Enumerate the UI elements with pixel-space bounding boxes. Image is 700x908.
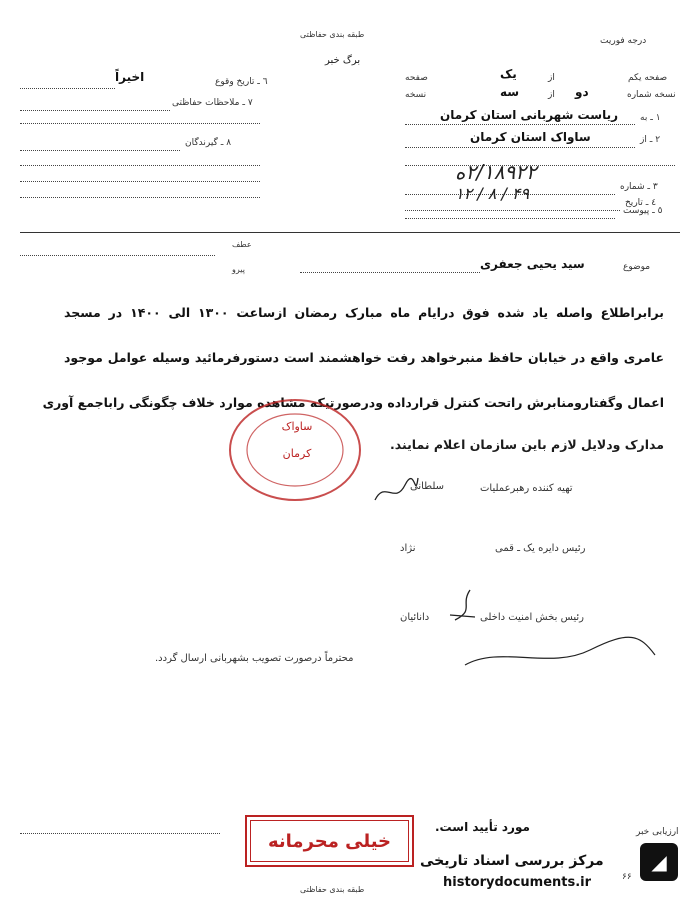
- follow-label: پیرو: [232, 265, 245, 274]
- attach-line: [20, 255, 215, 256]
- body-line-1: برابراطلاع واصله یاد شده فوق درایام ماه مبارک رمضان ازساعت ۱۳۰۰ الی ۱۴۰۰ در مسجد: [64, 305, 664, 320]
- body-line-3: اعمال وگفتارومنابرش راتحت کنترل قرارداده ودرصورتیکه مشاهده موارد خلاف چگونگی راباجمع آوری: [42, 395, 664, 410]
- sig3-label: رئیس بخش امنیت داخلی: [480, 612, 584, 623]
- classification-bottom: طبقه بندی حفاظتی: [300, 885, 365, 894]
- watermark-url: historydocuments.ir: [443, 875, 592, 890]
- round-seal: [225, 395, 365, 505]
- sig2-name: نژاد: [400, 543, 416, 554]
- item6-value: اخیراً: [115, 70, 145, 84]
- item1-line: [405, 124, 635, 125]
- item8-label: ٨ ـ گیرندگان: [185, 138, 232, 148]
- item5-line: [405, 218, 615, 219]
- copy-value: دو: [575, 85, 589, 99]
- sig1-label: تهیه کننده رهبرعملیات: [480, 483, 573, 494]
- copy-unit: نسخه: [405, 90, 427, 100]
- attach-label: عطف: [232, 240, 252, 249]
- item2-line: [405, 147, 635, 148]
- form-title: برگ خبر: [325, 55, 361, 66]
- copy-total: سه: [500, 85, 520, 99]
- header-separator: [20, 232, 680, 233]
- item4-label: ٤ ـ تاریخ: [625, 198, 657, 208]
- red-classification-text: خیلی محرمانه: [250, 820, 409, 862]
- eval-line: [20, 833, 220, 834]
- left-blank-line-3: [20, 181, 260, 182]
- sig3-scribble: [440, 585, 480, 625]
- subject-value: سید یحیی جعفری: [480, 257, 585, 271]
- item3-label: ٣ ـ شماره: [620, 182, 658, 192]
- sig2-label: رئیس دایره یک ـ قمی: [495, 543, 586, 554]
- form-code: ۶۶: [622, 872, 632, 882]
- page-value: یک: [500, 67, 517, 81]
- classification-top: طبقه بندی حفاظتی: [300, 30, 365, 39]
- copy-label: نسخه شماره: [627, 90, 676, 100]
- forward-note: محترماً درصورت تصویب بشهربانی ارسال گردد.: [155, 653, 354, 664]
- seal-text-mid: کرمان: [282, 447, 312, 460]
- approved-text: مورد تأیید است.: [435, 820, 530, 834]
- item4-line: [405, 210, 620, 211]
- page-of: از: [548, 73, 555, 83]
- item8-line: [20, 150, 180, 151]
- eval-label: ارزیابی خبر: [636, 827, 679, 837]
- red-classification-stamp: [245, 815, 414, 867]
- item5-label: ٥ ـ پیوست: [623, 206, 663, 216]
- item4-value: ۱۲ / ۸ / ۴۹: [455, 184, 530, 203]
- page-label: صفحه یکم: [628, 73, 668, 83]
- seal-text-top: ساواک: [281, 420, 313, 433]
- note-scribble: [460, 625, 660, 675]
- sig3-name: دانائیان: [400, 612, 430, 623]
- item2-value: ساواک استان کرمان: [470, 130, 591, 144]
- body-line-4: مدارک ودلایل لازم باین سازمان اعلام نمایند.: [390, 437, 664, 452]
- page-unit: صفحه: [405, 73, 428, 83]
- item7-label: ٧ ـ ملاحظات حفاظتی: [172, 98, 253, 108]
- item2-label: ٢ ـ از: [640, 135, 661, 145]
- item1-label: ١ ـ به: [640, 113, 661, 123]
- right-blank-line: [405, 165, 675, 166]
- left-blank-line-4: [20, 197, 260, 198]
- item6-label: ٦ ـ تاریخ وقوع: [215, 77, 268, 87]
- subject-line: [300, 272, 480, 273]
- subject-label: موضوع: [623, 262, 651, 272]
- sig1-scribble: [370, 470, 420, 510]
- left-blank-line-2: [20, 165, 260, 166]
- left-blank-line: [20, 123, 260, 124]
- copy-of: از: [548, 90, 555, 100]
- item3-value: ۲/۱۸۹۲۲ه: [455, 160, 537, 184]
- watermark-text: مرکز بررسی اسناد تاریخی: [420, 853, 604, 869]
- item7-line: [20, 110, 170, 111]
- item6-line: [20, 88, 115, 89]
- body-line-2: عامری واقع در خیابان حافظ منبرخواهد رفت خواهشمند است دستورفرمائید وسیله عوامل موجود: [64, 350, 664, 365]
- urgency-label: درجه فوریت: [600, 36, 647, 46]
- sig1-name: سلطانی: [410, 481, 445, 492]
- archive-logo-icon: ◢: [640, 843, 678, 881]
- item1-value: ریاست شهربانی استان کرمان: [440, 108, 618, 122]
